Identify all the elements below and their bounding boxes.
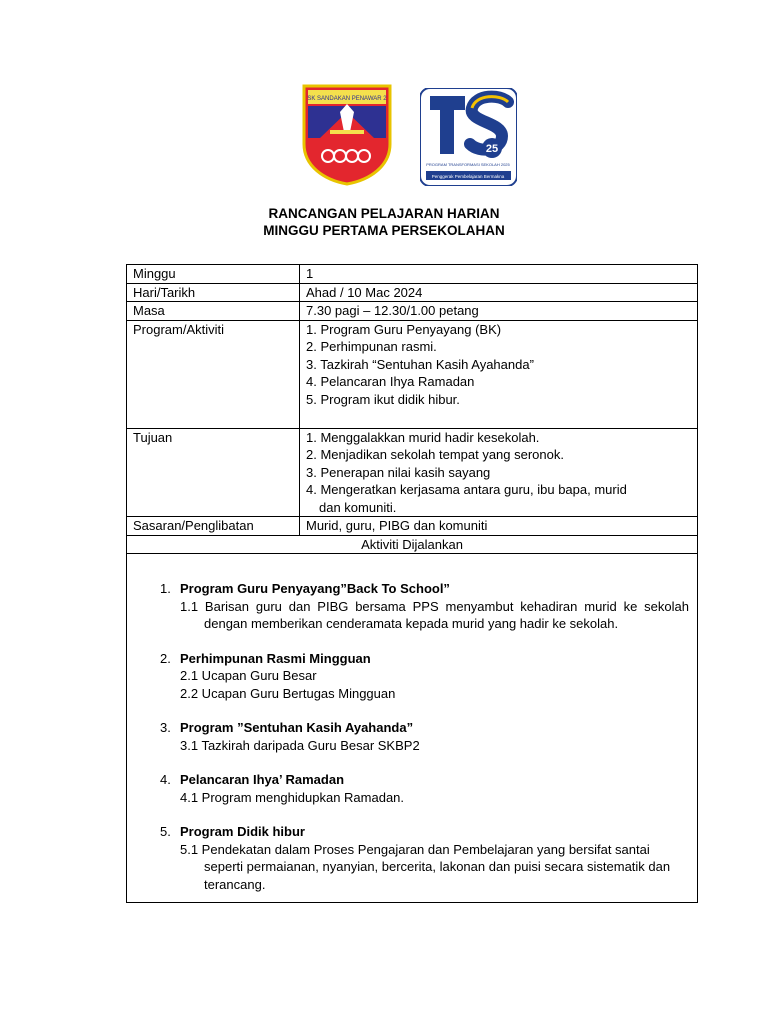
aktiviti-item [127, 771, 689, 806]
aktiviti-number: 3. [160, 720, 171, 735]
tujuan-item: 2. Menjadikan sekolah tempat yang seronok. [306, 447, 564, 462]
aktiviti-sub: 5.1 Pendekatan dalam Proses Pengajaran dan Pembelajaran yang bersifat santai seperti permaianan, nyanyian, bercerita, lakonan dan puisi secara sistematik dan terancang. [180, 841, 671, 892]
aktiviti-title: Pelancaran Ihya’ Ramadan [180, 772, 345, 787]
tujuan-item-cont: dan komuniti. [319, 499, 397, 515]
aktiviti-item [127, 823, 689, 893]
program-item: 5. Program ikut didik hibur. [306, 391, 460, 407]
aktiviti-sub: 1.1 Barisan guru dan PIBG bersama PPS menyambut kehadiran murid ke sekolah dengan memberikan cenderamata kepada murid yang hadir ke sekolah. [180, 598, 689, 631]
program-item: 3. Tazkirah “Sentuhan Kasih Ayahanda” [306, 356, 534, 372]
ts-number: 25 [485, 143, 499, 155]
crest-text: SK SANDAKAN PENAWAR 2 [307, 96, 387, 102]
row-program [127, 320, 698, 428]
row-tujuan [127, 428, 698, 517]
aktiviti-sub: 3.1 Tazkirah daripada Guru Besar SKBP2 [180, 737, 420, 753]
ts-caption: PROGRAM TRANSFORMASI SEKOLAH 2025 [426, 162, 510, 167]
row-sasaran [127, 517, 698, 536]
label-tujuan: Tujuan [127, 428, 300, 517]
aktiviti-sub: 2.1 Ucapan Guru Besar [180, 668, 317, 683]
aktiviti-sub: 4.1 Program menghidupkan Ramadan. [180, 789, 405, 805]
aktiviti-title: Program Guru Penyayang”Back To School” [180, 581, 450, 596]
document-title [0, 205, 768, 239]
row-masa [127, 302, 698, 321]
aktiviti-number: 1. [160, 581, 171, 596]
aktiviti-title: Program ”Sentuhan Kasih Ayahanda” [180, 720, 414, 735]
value-sasaran: Murid, guru, PIBG dan komuniti [300, 517, 698, 536]
row-aktiviti-heading [127, 535, 698, 554]
row-minggu [127, 265, 698, 284]
label-masa: Masa [127, 302, 300, 321]
ts-banner: Penggerak Pembelajaran Bermakna [431, 174, 505, 179]
aktiviti-item [127, 719, 689, 754]
label-minggu: Minggu [127, 265, 300, 284]
aktiviti-item [127, 650, 689, 703]
row-aktiviti [127, 554, 698, 903]
program-item: 1. Program Guru Penyayang (BK) [306, 321, 502, 337]
row-hari-tarikh [127, 283, 698, 302]
value-minggu: 1 [300, 265, 698, 284]
tujuan-item: 4. Mengeratkan kerjasama antara guru, ibu bapa, murid [306, 482, 627, 497]
logo-bar [0, 82, 768, 188]
aktiviti-list [127, 554, 698, 903]
tujuan-item: 1. Menggalakkan murid hadir kesekolah. [306, 429, 540, 445]
program-item: 4. Pelancaran Ihya Ramadan [306, 374, 475, 389]
title-line-1: RANCANGAN PELAJARAN HARIAN [268, 206, 500, 221]
title-line-2: MINGGU PERTAMA PERSEKOLAHAN [263, 223, 505, 238]
aktiviti-number: 5. [160, 824, 171, 839]
aktiviti-number: 2. [160, 650, 171, 666]
aktiviti-item [127, 580, 689, 633]
label-hari-tarikh: Hari/Tarikh [127, 283, 300, 302]
aktiviti-title: Program Didik hibur [180, 824, 305, 839]
ts25-logo [420, 88, 517, 186]
value-tujuan [300, 428, 698, 517]
tujuan-item: 3. Penerapan nilai kasih sayang [306, 464, 491, 480]
school-crest-logo [300, 82, 394, 186]
lesson-plan-table [126, 264, 698, 903]
aktiviti-heading: Aktiviti Dijalankan [127, 535, 698, 554]
aktiviti-number: 4. [160, 772, 171, 787]
label-program: Program/Aktiviti [127, 320, 300, 428]
program-item: 2. Perhimpunan rasmi. [306, 339, 437, 354]
value-program [300, 320, 698, 428]
value-masa: 7.30 pagi – 12.30/1.00 petang [300, 302, 698, 321]
aktiviti-sub: 2.2 Ucapan Guru Bertugas Mingguan [180, 685, 396, 701]
label-sasaran: Sasaran/Penglibatan [127, 517, 300, 536]
value-hari-tarikh: Ahad / 10 Mac 2024 [300, 283, 698, 302]
aktiviti-title: Perhimpunan Rasmi Mingguan [180, 650, 371, 666]
